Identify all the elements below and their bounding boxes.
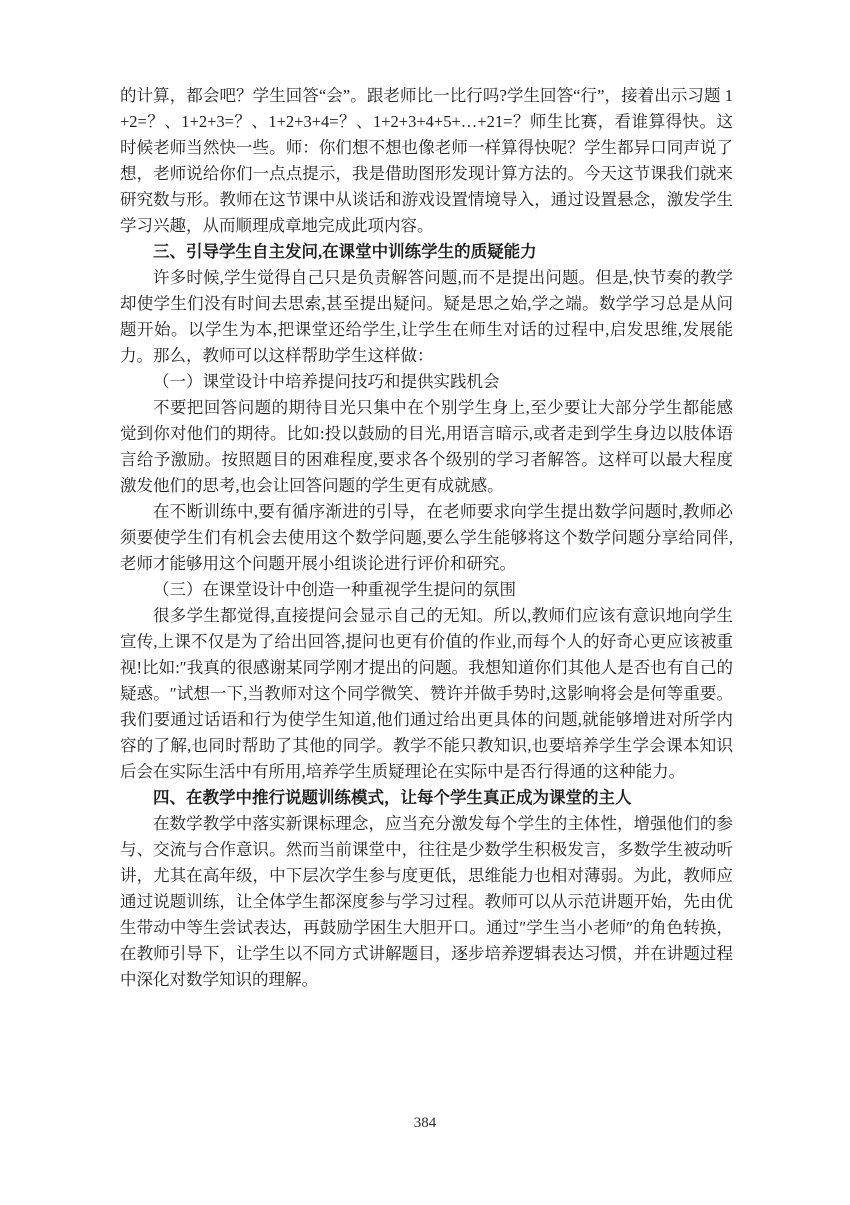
body-paragraph: 许多时候,学生觉得自己只是负责解答问题,而不是提出问题。但是,快节奏的教学却使学生们没有时间去思索,甚至提出疑问。疑是思之始,学之端。数学学习总是从问题开始。以学生为本,把课堂还给学生,让学生在师生对话的过程中,启发思维,发展能力。那么，教师可以这样帮助学生这样做： (120, 268, 733, 365)
body-paragraph: 的计算，都会吧？学生回答“会”。跟老师比一比行吗?学生回答“行”，接着出示习题 1+2=？、1+2+3=？、1+2+3+4=？、1+2+3+4+5+…+21=？师生比赛，看谁算得快。这时候老师当然快一些。师：你们想不想也像老师一样算得快呢？学生都异口同声说了想，老师说给你们一点点提示，我是借助图形发现计算方法的。今天这节课我们就来研究数与形。教师在这节课中从谈话和游戏设置情境导入，通过设置悬念，激发学生学习兴趣，从而顺理成章地完成此项内容。 (120, 86, 733, 235)
document-body (120, 83, 733, 993)
sub-section-heading: （一）课堂设计中培养提问技巧和提供实践机会 (153, 372, 500, 391)
sub-section-heading: （三）在课堂设计中创造一种重视学生提问的氛围 (153, 580, 516, 599)
body-paragraph: 在不断训练中,要有循序渐进的引导，在老师要求向学生提出数学问题时,教师必须要使学生们有机会去使用这个数学问题,要么学生能够将这个数学问题分享给同伴,老师才能够用这个问题开展小组谈论进行评价和研究。 (120, 502, 733, 573)
body-paragraph: 在数学教学中落实新课标理念，应当充分激发每个学生的主体性，增强他们的参与、交流与合作意识。然而当前课堂中，往往是少数学生积极发言，多数学生被动听讲，尤其在高年级，中下层次学生参与度更低，思维能力也相对薄弱。为此，教师应通过说题训练，让全体学生都深度参与学习过程。教师可以从示范讲题开始，先由优生带动中等生尝试表达，再鼓励学困生大胆开口。通过″学生当小老师″的角色转换，在教师引导下，让学生以不同方式讲解题目，逐步培养逻辑表达习惯，并在讲题过程中深化对数学知识的理解。 (120, 814, 733, 989)
page-number: 384 (413, 1115, 437, 1131)
section-heading: 四、在教学中推行说题训练模式，让每个学生真正成为课堂的主人 (153, 788, 632, 807)
body-paragraph: 很多学生都觉得,直接提问会显示自己的无知。所以,教师们应该有意识地向学生宣传,上课不仅是为了给出回答,提问也更有价值的作业,而每个人的好奇心更应该被重视!比如:″我真的很感谢某同学刚才提出的问题。我想知道你们其他人是否也有自己的疑惑。″试想一下,当教师对这个同学微笑、赞许并做手势时,这影响将会是何等重要。我们要通过话语和行为使学生知道,他们通过给出更具体的问题,就能够增进对所学内容的了解,也同时帮助了其他的同学。教学不能只教知识,也要培养学生学会课本知识后会在实际生活中有所用,培养学生质疑理论在实际中是否行得通的这种能力。 (120, 606, 733, 781)
body-paragraph: 不要把回答问题的期待目光只集中在个别学生身上,至少要让大部分学生都能感觉到你对他们的期待。比如:投以鼓励的目光,用语言暗示,或者走到学生身边以肢体语言给予激励。按照题目的困难程度,要求各个级别的学习者解答。这样可以最大程度激发他们的思考,也会让回答问题的学生更有成就感。 (120, 398, 733, 495)
section-heading: 三、引导学生自主发问,在课堂中训练学生的质疑能力 (153, 242, 537, 261)
